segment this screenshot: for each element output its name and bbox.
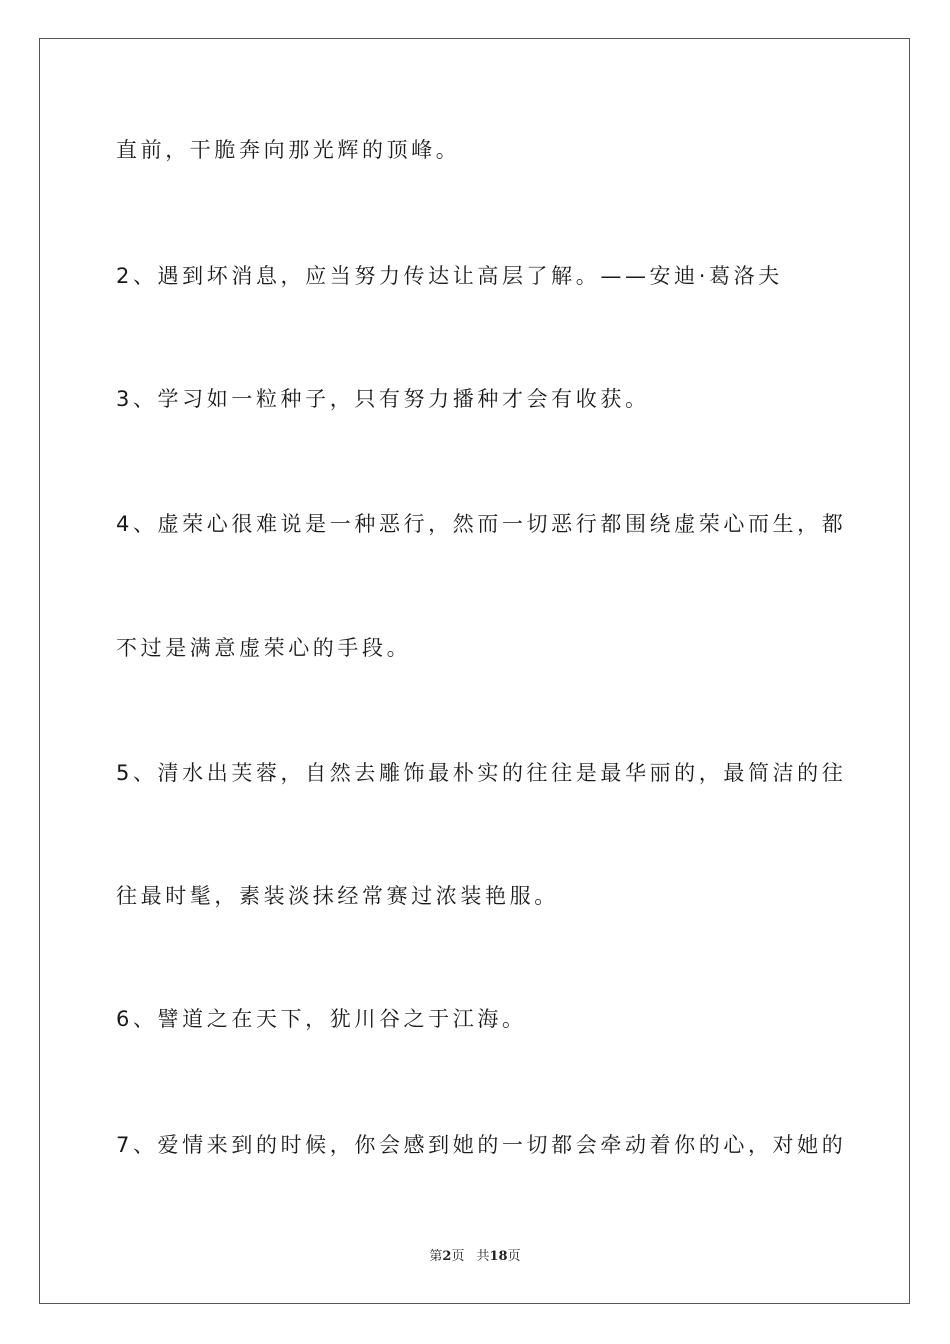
text-line-4: 4、虚荣心很难说是一种恶行，然而一切恶行都围绕虚荣心而生，都 <box>116 512 847 536</box>
text-line-3: 3、学习如一粒种子，只有努力播种才会有收获。 <box>116 387 650 411</box>
footer-total-suffix: 页 <box>507 1249 521 1264</box>
footer-total-pages: 18 <box>489 1249 508 1264</box>
footer-page-number: 2 <box>442 1249 452 1264</box>
page-footer <box>0 1248 950 1266</box>
text-line-2: 2、遇到坏消息，应当努力传达让高层了解。——安迪·葛洛夫 <box>116 264 783 288</box>
text-line-5: 不过是满意虚荣心的手段。 <box>116 636 412 660</box>
text-line-1: 直前，干脆奔向那光辉的顶峰。 <box>116 138 461 162</box>
page-border <box>39 38 910 1304</box>
text-line-7: 往最时髦，素装淡抹经常赛过浓装艳服。 <box>116 884 559 908</box>
text-line-9: 7、爱情来到的时候，你会感到她的一切都会牵动着你的心，对她的 <box>116 1133 847 1157</box>
footer-page-suffix: 页 <box>451 1249 465 1264</box>
text-line-8: 6、譬道之在天下，犹川谷之于江海。 <box>116 1007 527 1031</box>
text-line-6: 5、清水出芙蓉，自然去雕饰最朴实的往往是最华丽的，最简洁的往 <box>116 761 847 785</box>
footer-total-prefix: 共 <box>476 1249 490 1264</box>
footer-page-prefix: 第 <box>429 1249 443 1264</box>
